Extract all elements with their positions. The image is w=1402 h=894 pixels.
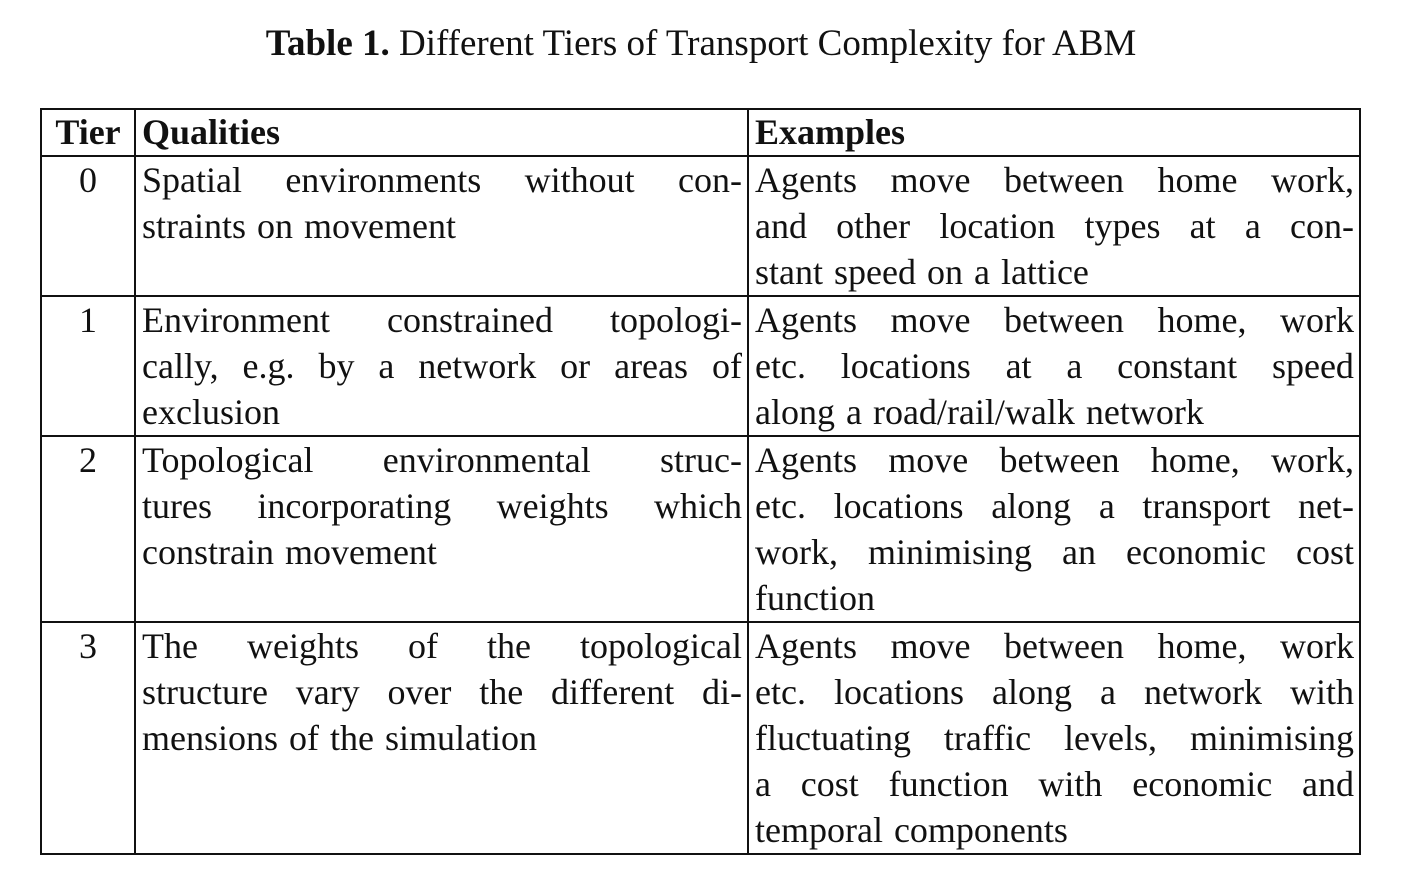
text-line xyxy=(755,529,1354,575)
word: structure xyxy=(142,672,268,712)
word: The xyxy=(142,626,198,666)
table-caption xyxy=(0,22,1402,66)
word: over xyxy=(387,672,452,712)
word: at xyxy=(1189,206,1216,246)
word: move xyxy=(890,300,971,340)
word: and xyxy=(755,206,807,246)
text-line xyxy=(142,437,742,483)
word: areas xyxy=(614,346,689,386)
word: traffic xyxy=(943,718,1032,758)
word: struc- xyxy=(660,440,742,480)
examples-cell xyxy=(748,622,1360,854)
word: con- xyxy=(678,160,742,200)
header-row xyxy=(41,109,1360,156)
text-line xyxy=(755,389,1354,435)
word: components xyxy=(893,810,1068,850)
text-line xyxy=(755,715,1354,761)
word: a xyxy=(1099,672,1116,712)
word: fluctuating xyxy=(755,718,911,758)
word: by xyxy=(318,346,355,386)
word: Agents xyxy=(755,300,857,340)
tier-cell: 3 xyxy=(41,622,135,854)
word: Environment xyxy=(142,300,330,340)
word: road/rail/walk xyxy=(872,392,1075,432)
word: etc. xyxy=(755,672,806,712)
text-line xyxy=(755,807,1354,853)
text-line xyxy=(142,203,742,249)
table-row xyxy=(41,436,1360,622)
word: tures xyxy=(142,486,212,526)
word: di- xyxy=(701,672,742,712)
word: locations xyxy=(840,346,971,386)
table-row xyxy=(41,296,1360,436)
word: the xyxy=(487,626,531,666)
caption-text: Different Tiers of Transport Complexity for ABM xyxy=(399,23,1137,64)
word: a xyxy=(1066,346,1083,386)
table-row xyxy=(41,622,1360,854)
word: Agents xyxy=(755,160,857,200)
word: temporal xyxy=(755,810,883,850)
word: between xyxy=(1004,626,1124,666)
word: work xyxy=(1279,300,1354,340)
word: at xyxy=(1005,346,1032,386)
word: Spatial xyxy=(142,160,242,200)
text-line xyxy=(142,669,742,715)
table-row xyxy=(41,156,1360,296)
header-examples: Examples xyxy=(748,109,1360,156)
word: straints xyxy=(142,206,246,246)
word: home, xyxy=(1157,300,1247,340)
word: economic xyxy=(1132,764,1273,804)
word: Agents xyxy=(755,440,857,480)
word: etc. xyxy=(755,486,806,526)
text-line xyxy=(755,297,1354,343)
word: other xyxy=(836,206,911,246)
examples-cell xyxy=(748,436,1360,622)
qualities-cell xyxy=(135,622,748,854)
header-tier: Tier xyxy=(41,109,135,156)
word: along xyxy=(755,392,835,432)
text-line xyxy=(142,715,742,761)
word: home xyxy=(1157,160,1238,200)
word: function xyxy=(755,578,875,618)
text-line xyxy=(142,343,742,389)
word: move xyxy=(888,440,969,480)
word: function xyxy=(888,764,1009,804)
word: transport xyxy=(1142,486,1271,526)
word: topologi- xyxy=(610,300,742,340)
word: incorporating xyxy=(257,486,452,526)
word: lattice xyxy=(1000,252,1089,292)
text-line xyxy=(755,203,1354,249)
word: with xyxy=(1289,672,1354,712)
text-line xyxy=(142,389,742,435)
text-line xyxy=(755,343,1354,389)
word: along xyxy=(991,672,1072,712)
text-line xyxy=(142,623,742,669)
word: and xyxy=(1302,764,1354,804)
word: environmental xyxy=(382,440,591,480)
word: of xyxy=(408,626,438,666)
word: movement xyxy=(284,532,437,572)
word: or xyxy=(560,346,591,386)
word: work, xyxy=(1270,160,1354,200)
transport-tiers-table xyxy=(40,108,1361,855)
word: location xyxy=(939,206,1056,246)
word: levels, xyxy=(1064,718,1158,758)
word: mensions xyxy=(142,718,279,758)
word: e.g. xyxy=(242,346,295,386)
qualities-cell xyxy=(135,156,748,296)
word: cost xyxy=(1295,532,1354,572)
word: vary xyxy=(295,672,360,712)
examples-cell xyxy=(748,156,1360,296)
word: a xyxy=(845,392,862,432)
examples-cell xyxy=(748,296,1360,436)
word: move xyxy=(890,160,971,200)
tier-cell: 1 xyxy=(41,296,135,436)
qualities-cell xyxy=(135,296,748,436)
word: a xyxy=(755,764,771,804)
word: which xyxy=(654,486,742,526)
word: locations xyxy=(833,672,964,712)
word: a xyxy=(378,346,395,386)
tier-cell: 2 xyxy=(41,436,135,622)
caption-label: Table 1. xyxy=(265,23,390,64)
word: constant xyxy=(1117,346,1238,386)
text-line xyxy=(755,623,1354,669)
word: home, xyxy=(1150,440,1240,480)
word: exclusion xyxy=(142,392,280,432)
word: of xyxy=(289,718,320,758)
word: net- xyxy=(1298,486,1354,526)
word: weights xyxy=(246,626,359,666)
word: speed xyxy=(1271,346,1354,386)
word: with xyxy=(1038,764,1103,804)
word: constrain xyxy=(142,532,274,572)
text-line xyxy=(755,575,1354,621)
word: on xyxy=(257,206,293,246)
word: network xyxy=(1085,392,1204,432)
text-line xyxy=(142,157,742,203)
word: between xyxy=(1004,160,1124,200)
word: simulation xyxy=(385,718,537,758)
word: a xyxy=(973,252,990,292)
word: cost xyxy=(800,764,859,804)
text-line xyxy=(142,529,742,575)
word: etc. xyxy=(755,346,806,386)
word: weights xyxy=(496,486,609,526)
text-line xyxy=(755,157,1354,203)
word: Topological xyxy=(142,440,314,480)
word: different xyxy=(550,672,675,712)
qualities-cell xyxy=(135,436,748,622)
word: of xyxy=(711,346,742,386)
text-line xyxy=(755,669,1354,715)
word: minimising xyxy=(868,532,1033,572)
text-line xyxy=(142,297,742,343)
word: stant xyxy=(755,252,823,292)
word: types xyxy=(1084,206,1161,246)
word: network xyxy=(1143,672,1262,712)
word: a xyxy=(1098,486,1115,526)
word: speed xyxy=(834,252,916,292)
word: between xyxy=(999,440,1120,480)
word: minimising xyxy=(1189,718,1354,758)
word: move xyxy=(890,626,971,666)
word: network xyxy=(418,346,537,386)
word: locations xyxy=(833,486,964,526)
word: cally, xyxy=(142,346,219,386)
word: a xyxy=(1244,206,1261,246)
word: work xyxy=(1279,626,1354,666)
header-qualities: Qualities xyxy=(135,109,748,156)
word: work, xyxy=(755,532,838,572)
tier-cell: 0 xyxy=(41,156,135,296)
text-line xyxy=(755,761,1354,807)
word: economic xyxy=(1126,532,1266,572)
text-line xyxy=(755,249,1354,295)
word: topological xyxy=(580,626,742,666)
text-line xyxy=(142,483,742,529)
word: con- xyxy=(1290,206,1354,246)
word: an xyxy=(1062,532,1097,572)
word: the xyxy=(479,672,524,712)
word: constrained xyxy=(387,300,553,340)
word: on xyxy=(926,252,963,292)
word: home, xyxy=(1157,626,1247,666)
text-line xyxy=(755,437,1354,483)
text-line xyxy=(755,483,1354,529)
word: work, xyxy=(1270,440,1354,480)
word: without xyxy=(524,160,635,200)
word: along xyxy=(991,486,1072,526)
word: movement xyxy=(304,206,456,246)
word: Agents xyxy=(755,626,857,666)
word: environments xyxy=(285,160,482,200)
word: the xyxy=(330,718,374,758)
word: between xyxy=(1004,300,1124,340)
